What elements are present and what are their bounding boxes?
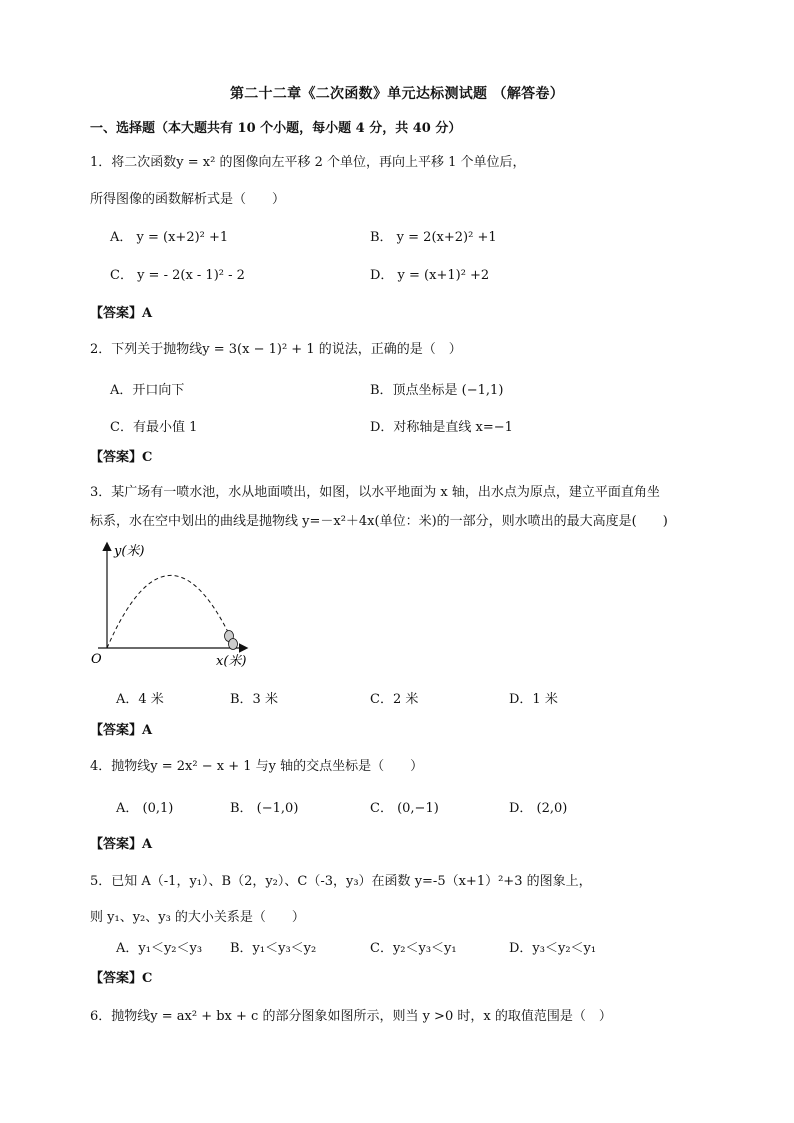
answer-label: 【答案】 bbox=[90, 306, 143, 321]
parabola-curve bbox=[107, 575, 231, 648]
q3-option-b: B．3 米 bbox=[230, 692, 278, 707]
x-axis-label: x(米) bbox=[216, 654, 247, 669]
q5-option-d: D．y₃＜y₂＜y₁ bbox=[509, 941, 597, 956]
q4-option-c: C． (0,−1) bbox=[370, 801, 439, 816]
q5-stem-line2: 则 y₁、y₂、y₃ 的大小关系是（ ） bbox=[90, 910, 305, 925]
q3-option-c: C．2 米 bbox=[370, 692, 419, 707]
q3-answer bbox=[90, 719, 152, 738]
q1-option-d: D． y = (x+1)² +2 bbox=[370, 268, 490, 283]
q4-stem: 4．抛物线y = 2x² − x + 1 与y 轴的交点坐标是（ ） bbox=[90, 759, 424, 774]
q5-stem-line1: 5．已知 A（-1，y₁）、B（2，y₂）、C（-3，y₃）在函数 y=-5（x+1）²+3 的图象上， bbox=[90, 874, 592, 889]
y-axis-label: y(米) bbox=[114, 544, 145, 559]
q3-parabola-figure bbox=[88, 538, 258, 673]
q5-answer-value: C bbox=[142, 971, 153, 986]
answer-label: 【答案】 bbox=[90, 450, 143, 465]
q5-answer bbox=[90, 967, 152, 986]
q6-stem: 6．抛物线y = ax² + bx + c 的部分图象如图所示，则当 y >0 时，x 的取值范围是（ ） bbox=[90, 1009, 612, 1024]
water-drop bbox=[229, 639, 238, 650]
q2-answer-value: C bbox=[142, 450, 153, 465]
q3-stem-line1: 3．某广场有一喷水池，水从地面喷出，如图，以水平地面为 x 轴，出水点为原点，建立平面直角坐 bbox=[90, 485, 660, 500]
page-title: 第二十二章《二次函数》单元达标测试题 （解答卷） bbox=[229, 86, 565, 102]
q1-answer bbox=[90, 302, 152, 321]
q4-option-d: D． (2,0) bbox=[509, 801, 568, 816]
q1-option-a: A． y = (x+2)² +1 bbox=[110, 230, 229, 245]
q3-option-a: A．4 米 bbox=[116, 692, 164, 707]
q3-answer-value: A bbox=[142, 723, 153, 738]
q2-answer bbox=[90, 446, 152, 465]
q4-answer-value: A bbox=[142, 837, 153, 852]
q1-option-c: C． y = - 2(x - 1)² - 2 bbox=[110, 268, 245, 283]
q4-option-a: A． (0,1) bbox=[116, 801, 174, 816]
q1-stem-line1: 1．将二次函数y = x² 的图像向左平移 2 个单位，再向上平移 1 个单位后， bbox=[90, 155, 526, 170]
answer-label: 【答案】 bbox=[90, 971, 143, 986]
q5-option-b: B．y₁＜y₃＜y₂ bbox=[230, 941, 317, 956]
q3-option-d: D．1 米 bbox=[509, 692, 558, 707]
q3-stem-line2: 标系，水在空中划出的曲线是抛物线 y=－x²＋4x(单位：米)的一部分，则水喷出的最大高度是( ) bbox=[90, 514, 668, 529]
q2-option-a: A．开口向下 bbox=[110, 383, 185, 398]
q1-option-b: B． y = 2(x+2)² +1 bbox=[370, 230, 497, 245]
q2-option-d: D．对称轴是直线 x=−1 bbox=[370, 420, 513, 435]
q4-option-b: B． (−1,0) bbox=[230, 801, 299, 816]
q1-answer-value: A bbox=[142, 306, 153, 321]
q2-stem: 2．下列关于抛物线y = 3(x − 1)² + 1 的说法，正确的是（ ） bbox=[90, 342, 462, 357]
section-heading: 一、选择题（本大题共有 10 个小题，每小题 4 分，共 40 分） bbox=[90, 121, 462, 136]
q4-answer bbox=[90, 833, 152, 852]
q2-option-b: B．顶点坐标是 (−1,1) bbox=[370, 383, 504, 398]
answer-label: 【答案】 bbox=[90, 723, 143, 738]
q5-option-c: C．y₂＜y₃＜y₁ bbox=[370, 941, 457, 956]
origin-label: O bbox=[91, 652, 102, 667]
q1-stem-line2: 所得图像的函数解析式是（ ） bbox=[90, 192, 286, 207]
q5-option-a: A．y₁＜y₂＜y₃ bbox=[116, 941, 203, 956]
answer-label: 【答案】 bbox=[90, 837, 143, 852]
q2-option-c: C．有最小值 1 bbox=[110, 420, 198, 435]
